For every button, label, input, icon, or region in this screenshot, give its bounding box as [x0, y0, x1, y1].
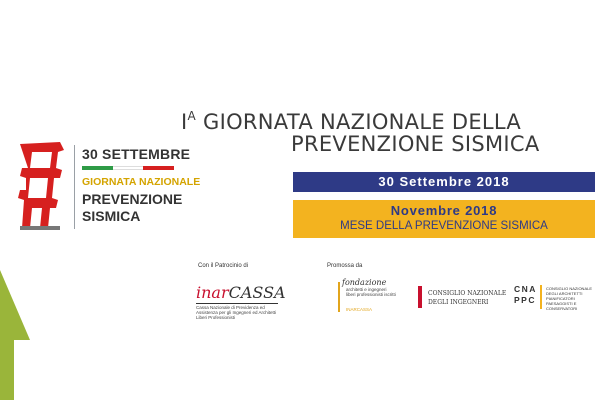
cni-line2: DEGLI INGEGNERI — [428, 299, 489, 306]
title-ordinal-sup: A — [187, 109, 197, 123]
inarcassa-underline — [196, 303, 278, 304]
patrocinio-label: Con il Patrocinio di — [198, 263, 249, 269]
month-banner-title: Novembre 2018 — [390, 203, 498, 218]
fondazione-inarcassa: INARCASSA — [346, 307, 373, 312]
italian-flag-stripe — [82, 166, 174, 170]
green-corner-base — [0, 330, 14, 400]
title-line1-text: GIORNATA NAZIONALE DELLA — [203, 110, 522, 134]
logo-giornata-nazionale: GIORNATA NAZIONALE — [82, 176, 201, 188]
fondazione-subtitle: architetti e ingegneri liberi professionisti iscritti — [346, 287, 396, 297]
month-banner-subtitle: MESE DELLA PREVENZIONE SISMICA — [340, 220, 548, 232]
inarcassa-logo — [196, 283, 286, 302]
page-title-line2: PREVENZIONE SISMICA — [291, 132, 540, 156]
cnappc-bar — [540, 285, 542, 309]
chair-logo-icon — [14, 140, 66, 232]
fondazione-bar — [338, 282, 340, 312]
logo-prevenzione-sismica — [82, 191, 182, 225]
promossa-label: Promossa da — [327, 263, 363, 269]
inarcassa-part1: inar — [196, 283, 229, 302]
logo-separator — [74, 145, 75, 229]
logo-sismica: SISMICA — [82, 208, 141, 224]
cni-line1: CONSIGLIO NAZIONALE — [428, 290, 507, 297]
cnappc-letters1: CNA — [514, 284, 537, 294]
date-banner-text: 30 Settembre 2018 — [378, 174, 510, 189]
logo-prevenzione: PREVENZIONE — [82, 191, 183, 207]
cni-logo-mark — [418, 286, 422, 308]
logo-date: 30 SETTEMBRE — [82, 146, 191, 162]
inarcassa-part2: CASSA — [228, 283, 286, 302]
title-ordinal: I — [181, 110, 188, 134]
inarcassa-subtitle: Cassa Nazionale di Previdenza ed Assistenza per gli Ingegneri ed Architetti Liberi Professionisti — [196, 305, 277, 320]
fondazione-name: fondazione — [342, 278, 387, 287]
cnappc-letters — [514, 284, 538, 306]
cnappc-letters2: PPC — [514, 295, 536, 305]
cnappc-subtitle: CONSIGLIO NAZIONALE DEGLI ARCHITETTI PIANIFICATORI PAESAGGISTI E CONSERVATORI — [546, 286, 593, 311]
